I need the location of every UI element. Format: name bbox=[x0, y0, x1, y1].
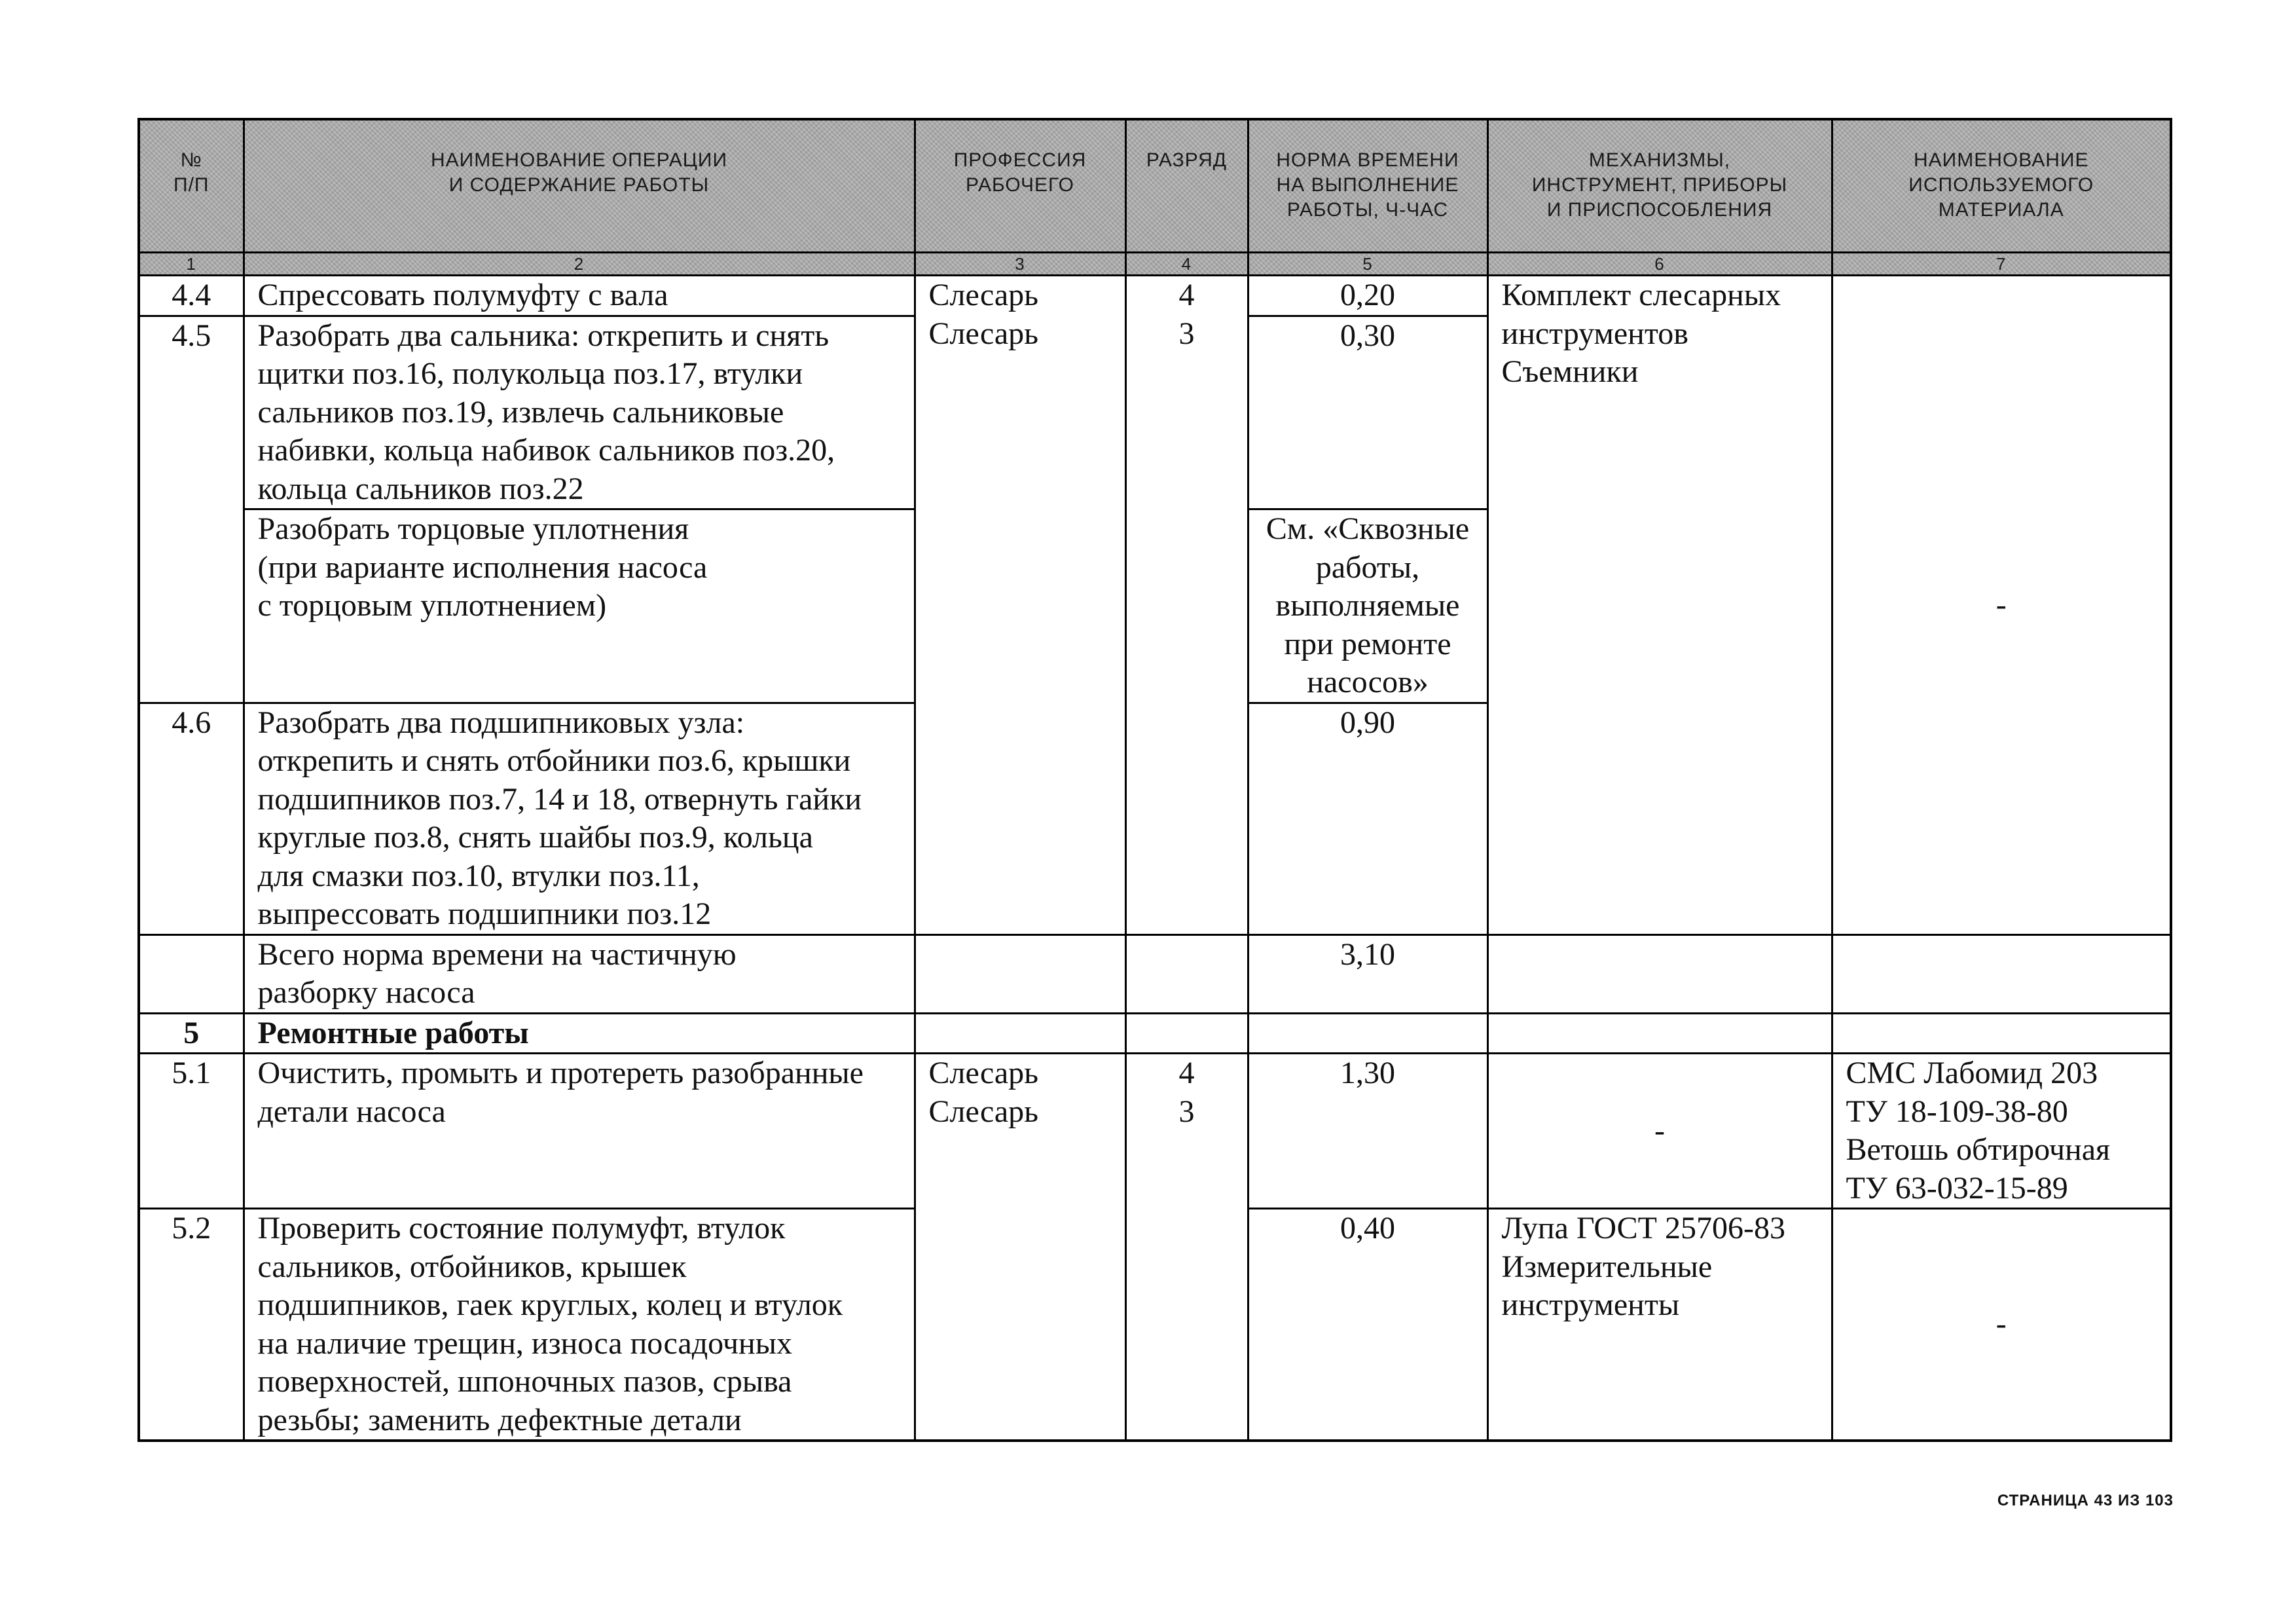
rank-value: 3 bbox=[1178, 1094, 1195, 1129]
tools-text: инструментов bbox=[1501, 316, 1688, 351]
material-line: СМС Лабомид 203 bbox=[1846, 1056, 2098, 1090]
operation-line: с торцовым уплотнением) bbox=[257, 588, 607, 623]
empty-cell bbox=[1125, 1013, 1248, 1054]
operation-line: кольца сальников поз.22 bbox=[257, 471, 584, 506]
tools-cell: - bbox=[1487, 1054, 1832, 1209]
norm-reference bbox=[1248, 509, 1487, 703]
operation-text bbox=[244, 703, 915, 934]
operation-line: набивки, кольца набивок сальников поз.20, bbox=[257, 433, 835, 468]
operation-text bbox=[244, 509, 915, 703]
empty-cell bbox=[1125, 934, 1248, 1013]
operation-text bbox=[244, 316, 915, 509]
norm-value: 1,30 bbox=[1248, 1054, 1487, 1209]
material-line: ТУ 63-032-15-89 bbox=[1846, 1170, 2068, 1206]
tools-text: Измерительные bbox=[1501, 1249, 1713, 1284]
norm-value: 0,30 bbox=[1248, 316, 1487, 509]
operation-line: Проверить состояние полумуфт, втулок bbox=[257, 1211, 786, 1246]
profession-text: Слесарь bbox=[928, 316, 1039, 351]
empty-cell bbox=[1487, 934, 1832, 1013]
empty-cell bbox=[139, 934, 244, 1013]
row-number: 5.2 bbox=[139, 1209, 244, 1441]
norm-line: См. «Сквозные bbox=[1266, 511, 1470, 546]
operation-line: подшипников, гаек круглых, колец и втулок bbox=[257, 1287, 843, 1322]
operation-line: поверхностей, шпоночных пазов, срыва bbox=[257, 1364, 792, 1399]
profession-text: Слесарь bbox=[928, 278, 1039, 312]
rank-cell bbox=[1125, 276, 1248, 935]
operation-line: Разобрать два подшипниковых узла: bbox=[257, 705, 745, 740]
rank-value: 4 bbox=[1178, 1056, 1195, 1090]
header-tools: МЕХАНИЗМЫ, ИНСТРУМЕНТ, ПРИБОРЫ И ПРИСПОСОБЛЕНИЯ bbox=[1487, 119, 1832, 253]
operation-line: (при варианте исполнения насоса bbox=[257, 549, 708, 585]
norm-value: 0,90 bbox=[1248, 703, 1487, 934]
tools-cell bbox=[1487, 1209, 1832, 1441]
tools-text: инструменты bbox=[1501, 1287, 1680, 1322]
column-number-row bbox=[139, 253, 2171, 276]
operation-line: на наличие трещин, износа посадочных bbox=[257, 1325, 792, 1361]
section-title: Ремонтные работы bbox=[244, 1013, 915, 1054]
operation-line: открепить и снять отбойники поз.6, крышки bbox=[257, 743, 851, 778]
tools-text: Лупа ГОСТ 25706-83 bbox=[1501, 1211, 1785, 1246]
material-cell: - bbox=[1832, 276, 2171, 935]
total-norm: 3,10 bbox=[1248, 934, 1487, 1013]
norm-line: работы, bbox=[1315, 549, 1420, 585]
material-cell bbox=[1832, 1054, 2171, 1209]
column-number: 1 bbox=[139, 253, 244, 276]
empty-cell bbox=[915, 934, 1125, 1013]
empty-cell bbox=[1248, 1013, 1487, 1054]
header-time-norm: НОРМА ВРЕМЕНИ НА ВЫПОЛНЕНИЕ РАБОТЫ, Ч-ЧАС bbox=[1248, 119, 1487, 253]
tools-text: Съемники bbox=[1501, 354, 1639, 389]
operation-line: выпрессовать подшипники поз.12 bbox=[257, 896, 712, 931]
norm-value: 0,40 bbox=[1248, 1209, 1487, 1441]
profession-cell bbox=[915, 1054, 1125, 1441]
norm-line: выполняемые bbox=[1275, 588, 1460, 623]
material-line: Ветошь обтирочная bbox=[1846, 1132, 2111, 1167]
material-line: ТУ 18-109-38-80 bbox=[1846, 1094, 2068, 1129]
table-row bbox=[139, 276, 2171, 316]
empty-cell bbox=[1487, 1013, 1832, 1054]
operation-line: разборку насоса bbox=[257, 975, 475, 1010]
row-number: 4.6 bbox=[139, 703, 244, 934]
norm-value: 0,20 bbox=[1248, 276, 1487, 316]
empty-cell bbox=[1832, 934, 2171, 1013]
operation-line: сальников, отбойников, крышек bbox=[257, 1249, 687, 1284]
operation-line: подшипников поз.7, 14 и 18, отвернуть гайки bbox=[257, 781, 862, 817]
column-number: 4 bbox=[1125, 253, 1248, 276]
operations-table bbox=[137, 118, 2172, 1442]
operation-line: щитки поз.16, полукольца поз.17, втулки bbox=[257, 356, 803, 391]
tools-text: Комплект слесарных bbox=[1501, 278, 1781, 312]
norm-line: насосов» bbox=[1307, 665, 1429, 699]
total-row bbox=[139, 934, 2171, 1013]
profession-text: Слесарь bbox=[928, 1056, 1039, 1090]
row-number: 4.5 bbox=[139, 316, 244, 703]
header-profession: ПРОФЕССИЯ РАБОЧЕГО bbox=[915, 119, 1125, 253]
rank-value: 4 bbox=[1178, 278, 1195, 312]
empty-cell bbox=[915, 1013, 1125, 1054]
section-row bbox=[139, 1013, 2171, 1054]
table-row bbox=[139, 1054, 2171, 1209]
row-number: 5.1 bbox=[139, 1054, 244, 1209]
column-number: 7 bbox=[1832, 253, 2171, 276]
operation-text bbox=[244, 1054, 915, 1209]
row-number: 4.4 bbox=[139, 276, 244, 316]
operation-line: Разобрать торцовые уплотнения bbox=[257, 511, 689, 546]
rank-value: 3 bbox=[1178, 316, 1195, 351]
empty-cell bbox=[1832, 1013, 2171, 1054]
operation-line: сальников поз.19, извлечь сальниковые bbox=[257, 394, 784, 430]
header-number: № П/П bbox=[139, 119, 244, 253]
column-number: 2 bbox=[244, 253, 915, 276]
column-number: 5 bbox=[1248, 253, 1487, 276]
column-number: 3 bbox=[915, 253, 1125, 276]
page-number: СТРАНИЦА 43 ИЗ 103 bbox=[1997, 1492, 2174, 1509]
header-operation: НАИМЕНОВАНИЕ ОПЕРАЦИИ И СОДЕРЖАНИЕ РАБОТЫ bbox=[244, 119, 915, 253]
header-row bbox=[139, 119, 2171, 253]
operation-text: Спрессовать полумуфту с вала bbox=[244, 276, 915, 316]
operation-text bbox=[244, 1209, 915, 1441]
operation-line: детали насоса bbox=[257, 1094, 446, 1129]
operation-line: круглые поз.8, снять шайбы поз.9, кольца bbox=[257, 820, 813, 855]
header-rank: РАЗРЯД bbox=[1125, 119, 1248, 253]
profession-cell bbox=[915, 276, 1125, 935]
header-material: НАИМЕНОВАНИЕ ИСПОЛЬЗУЕМОГО МАТЕРИАЛА bbox=[1832, 119, 2171, 253]
rank-cell bbox=[1125, 1054, 1248, 1441]
operation-line: для смазки поз.10, втулки поз.11, bbox=[257, 858, 700, 893]
operation-line: Всего норма времени на частичную bbox=[257, 936, 737, 972]
section-number: 5 bbox=[139, 1013, 244, 1054]
operation-line: Разобрать два сальника: открепить и снять bbox=[257, 318, 829, 353]
tools-cell bbox=[1487, 276, 1832, 935]
operation-line: Очистить, промыть и протереть разобранные bbox=[257, 1056, 864, 1090]
total-text bbox=[244, 934, 915, 1013]
operation-line: резьбы; заменить дефектные детали bbox=[257, 1402, 742, 1437]
material-cell: - bbox=[1832, 1209, 2171, 1441]
profession-text: Слесарь bbox=[928, 1094, 1039, 1129]
norm-line: при ремонте bbox=[1284, 626, 1451, 661]
column-number: 6 bbox=[1487, 253, 1832, 276]
